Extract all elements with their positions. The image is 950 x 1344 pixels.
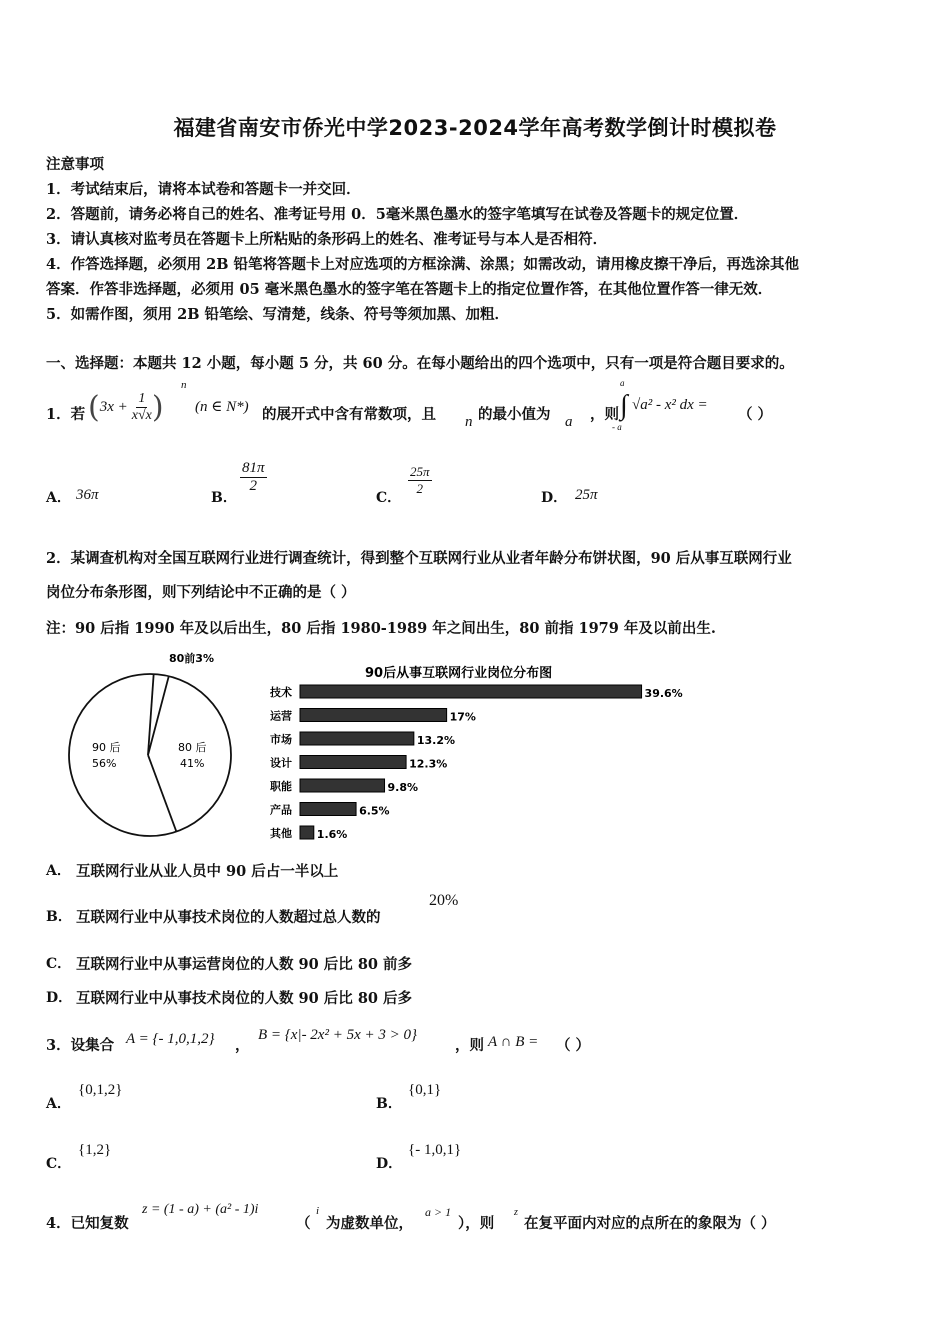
notice-item: 2．答题前，请务必将自己的姓名、准考证号用 0．5毫米黑色墨水的签字笔填写在试卷及答题卡的规定位置． xyxy=(46,206,749,223)
integral-sign: ∫ xyxy=(620,390,628,421)
bar-chart xyxy=(269,665,683,841)
question-text: 的展开式中含有常数项，且 xyxy=(262,406,436,423)
option-label: D． xyxy=(541,490,568,506)
bar xyxy=(300,732,414,745)
separator: ， xyxy=(235,1037,250,1054)
pie-chart xyxy=(69,651,231,836)
answer-paren: （ ） xyxy=(556,1037,591,1054)
set-b: B = {x|- 2x² + 5x + 3 > 0} xyxy=(258,1027,417,1043)
pie-label-80: 80 后 xyxy=(178,741,207,754)
option-text: 互联网行业从业人员中 90 后占一半以上 xyxy=(76,863,339,880)
option-label: B． xyxy=(376,1096,402,1112)
notice-item: 5．如需作图，须用 2B 铅笔绘、写清楚，线条、符号等须加黑、加粗． xyxy=(46,306,510,323)
fraction-denominator: 2 xyxy=(249,478,257,494)
option-label: A． xyxy=(46,863,71,879)
condition: (n ∈ N*) xyxy=(195,399,249,415)
option-label: D． xyxy=(46,990,73,1006)
bar-chart-title: 90后从事互联网行业岗位分布图 xyxy=(365,666,553,681)
complex-z: z = (1 - a) + (a² - 1)i xyxy=(142,1202,259,1217)
option-value xyxy=(240,460,267,495)
question-text: 为虚数单位， xyxy=(326,1215,413,1232)
question-text: ，则 xyxy=(455,1037,484,1054)
set-a: A = {- 1,0,1,2} xyxy=(126,1031,215,1047)
option-label: D． xyxy=(376,1156,403,1172)
notice-item: 1．考试结束后，请将本试卷和答题卡一并交回． xyxy=(46,181,361,198)
bar-category-label: 市场 xyxy=(270,733,292,746)
fraction-numerator: 25π xyxy=(410,464,430,479)
question-note: 注：90 后指 1990 年及以后出生，80 后指 1980-1989 年之间出生，80 前指 1979 年及以前出生. xyxy=(46,620,716,637)
answer-paren: （ ） xyxy=(738,406,773,423)
fraction-numerator: 81π xyxy=(242,460,265,476)
integrand: √a² - x² dx = xyxy=(632,397,708,413)
option-value: 25π xyxy=(575,487,598,503)
notice-item: 4．作答选择题，必须用 2B 铅笔将答题卡上对应选项的方框涂满、涂黑；如需改动，请用橡皮擦干净后，再选涂其他 xyxy=(46,256,800,273)
bar xyxy=(300,826,314,839)
fraction-denominator: 2 xyxy=(416,481,423,496)
bar-category-label: 职能 xyxy=(270,780,292,793)
option-value: {- 1,0,1} xyxy=(408,1142,462,1158)
question-text: ），则 xyxy=(458,1215,495,1232)
fraction-denominator: x√x xyxy=(131,407,152,423)
bar xyxy=(300,779,385,792)
bar xyxy=(300,685,642,698)
section-heading: 一、选择题：本题共 12 小题，每小题 5 分，共 60 分。在每小题给出的四个选项中，只有一项是符合题目要求的。 xyxy=(46,355,794,372)
pie-value-80: 41% xyxy=(180,757,205,770)
option-label: B． xyxy=(211,490,237,506)
q2-figure xyxy=(60,648,700,848)
bar-category-label: 运营 xyxy=(270,709,292,723)
question-text: 2．某调查机构对全国互联网行业进行调查统计，得到整个互联网行业从业者年龄分布饼状图，90 后从事互联网行业 xyxy=(46,550,792,567)
bar-value-label: 39.6% xyxy=(644,687,683,700)
pie-value-90: 56% xyxy=(92,757,117,770)
bar-value-label: 17% xyxy=(449,710,476,724)
bar-category-label: 产品 xyxy=(270,803,292,817)
bar-value-label: 9.8% xyxy=(387,781,419,794)
option-text: 互联网行业中从事运营岗位的人数 90 后比 80 前多 xyxy=(76,956,413,973)
option-label: A． xyxy=(46,1096,71,1112)
bar-category-label: 其他 xyxy=(270,827,292,840)
variable-z: z xyxy=(514,1207,518,1218)
integral-upper: a xyxy=(620,378,625,388)
question-text: 在复平面内对应的点所在的象限为（ ） xyxy=(524,1215,776,1232)
page-title: 福建省南安市侨光中学2023-2024学年高考数学倒计时模拟卷 xyxy=(173,116,777,140)
option-label: C． xyxy=(46,956,72,972)
bar xyxy=(300,756,406,769)
exponent: n xyxy=(181,379,187,391)
option-label: C． xyxy=(376,490,402,506)
variable-a: a xyxy=(565,414,573,430)
bar-value-label: 1.6% xyxy=(316,828,348,841)
option-value: {0,1,2} xyxy=(78,1082,123,1098)
question-number: 4．已知复数 xyxy=(46,1215,129,1232)
option-label: B． xyxy=(46,909,72,925)
intersection: A ∩ B = xyxy=(488,1034,539,1050)
bar-category-label: 设计 xyxy=(270,756,292,770)
notice-heading: 注意事项 xyxy=(46,156,104,173)
notice-item: 3．请认真核对监考员在答题卡上所粘贴的条形码上的姓名、准考证号与本人是否相符． xyxy=(46,231,608,248)
fraction xyxy=(132,391,152,424)
question-number: 3．设集合 xyxy=(46,1037,115,1054)
paren-open: （ xyxy=(296,1215,311,1232)
imaginary-unit: i xyxy=(316,1205,320,1217)
question-text: ，则 xyxy=(590,406,619,423)
condition: a > 1 xyxy=(425,1205,452,1219)
bar-value-label: 12.3% xyxy=(409,757,448,771)
bar xyxy=(300,803,356,816)
option-value: {0,1} xyxy=(408,1082,442,1098)
pie-outline xyxy=(69,674,231,836)
question-text: 岗位分布条形图，则下列结论中不正确的是（ ） xyxy=(46,584,356,601)
notice-item: 答案．作答非选择题，必须用 05 毫米黑色墨水的签字笔在答题卡上的指定位置作答，在其他位置作答一律无效． xyxy=(46,281,773,298)
pie-label-80before: 80前3% xyxy=(169,652,214,665)
fraction-numerator: 1 xyxy=(138,390,146,406)
question-text: 的最小值为 xyxy=(478,406,551,423)
expr-term: 3x + xyxy=(99,398,128,415)
bar-value-label: 6.5% xyxy=(359,804,390,818)
option-text: 互联网行业中从事技术岗位的人数 90 后比 80 后多 xyxy=(76,990,413,1007)
pie-slice-boundary xyxy=(148,755,176,832)
pie-label-90: 90 后 xyxy=(92,741,121,754)
integral-lower: - a xyxy=(612,422,622,432)
option-extra: 20% xyxy=(429,892,459,909)
binomial-expression: ( 3x + $\frac{1}{x√x}$ ) xyxy=(88,389,164,425)
bar xyxy=(300,709,447,722)
option-value: 36π xyxy=(76,487,99,503)
question-number: 1．若 xyxy=(46,406,86,423)
option-label: C． xyxy=(46,1156,72,1172)
option-value xyxy=(408,464,432,497)
bar-category-label: 技术 xyxy=(270,686,292,699)
option-value: {1,2} xyxy=(78,1142,112,1158)
option-text: 互联网行业中从事技术岗位的人数超过总人数的 xyxy=(76,909,381,926)
bar-value-label: 13.2% xyxy=(416,734,456,747)
variable-n: n xyxy=(465,414,473,430)
option-label: A． xyxy=(46,490,71,506)
